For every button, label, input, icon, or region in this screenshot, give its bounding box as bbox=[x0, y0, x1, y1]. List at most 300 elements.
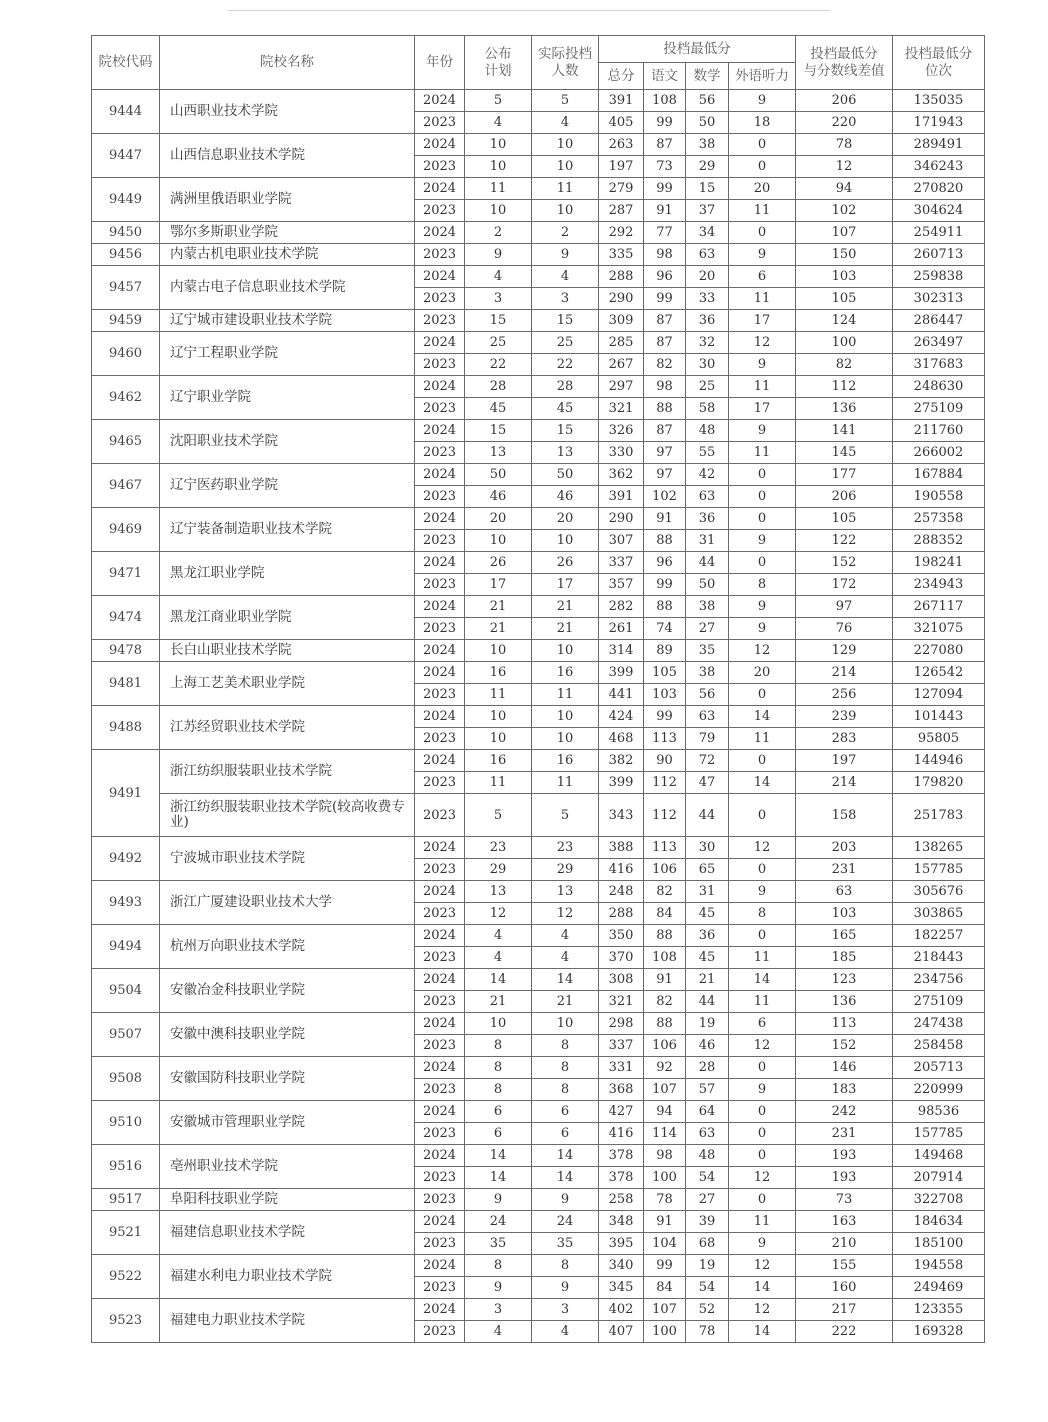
cell-listening-score: 9 bbox=[729, 596, 796, 618]
cell-published-plan: 21 bbox=[465, 991, 532, 1013]
cell-score-line-diff: 152 bbox=[796, 1035, 893, 1057]
cell-score-line-diff: 76 bbox=[796, 618, 893, 640]
cell-school-code: 9474 bbox=[92, 596, 160, 640]
cell-published-plan: 10 bbox=[465, 706, 532, 728]
cell-admitted-count: 21 bbox=[532, 596, 599, 618]
cell-chinese-score: 102 bbox=[644, 486, 686, 508]
table-row bbox=[92, 1101, 985, 1123]
cell-math-score: 19 bbox=[686, 1013, 729, 1035]
cell-school-name: 长白山职业技术学院 bbox=[160, 640, 415, 662]
cell-score-line-diff: 193 bbox=[796, 1167, 893, 1189]
cell-listening-score: 8 bbox=[729, 903, 796, 925]
cell-score-line-diff: 103 bbox=[796, 903, 893, 925]
cell-year: 2024 bbox=[415, 969, 465, 991]
cell-published-plan: 45 bbox=[465, 398, 532, 420]
cell-listening-score: 12 bbox=[729, 1035, 796, 1057]
cell-year: 2023 bbox=[415, 1321, 465, 1343]
cell-min-score-rank: 218443 bbox=[893, 947, 985, 969]
cell-math-score: 54 bbox=[686, 1167, 729, 1189]
cell-total-score: 298 bbox=[599, 1013, 644, 1035]
cell-min-score-rank: 171943 bbox=[893, 112, 985, 134]
cell-chinese-score: 88 bbox=[644, 530, 686, 552]
cell-published-plan: 8 bbox=[465, 1057, 532, 1079]
cell-math-score: 55 bbox=[686, 442, 729, 464]
cell-listening-score: 17 bbox=[729, 398, 796, 420]
cell-total-score: 308 bbox=[599, 969, 644, 991]
cell-score-line-diff: 123 bbox=[796, 969, 893, 991]
cell-admitted-count: 11 bbox=[532, 178, 599, 200]
table-row bbox=[92, 925, 985, 947]
cell-year: 2023 bbox=[415, 772, 465, 794]
cell-chinese-score: 91 bbox=[644, 969, 686, 991]
cell-listening-score: 17 bbox=[729, 310, 796, 332]
header-score-line-diff: 投档最低分 与分数线差值 bbox=[796, 36, 893, 90]
cell-published-plan: 8 bbox=[465, 1035, 532, 1057]
cell-listening-score: 0 bbox=[729, 486, 796, 508]
cell-chinese-score: 97 bbox=[644, 464, 686, 486]
cell-year: 2024 bbox=[415, 706, 465, 728]
cell-score-line-diff: 103 bbox=[796, 266, 893, 288]
cell-year: 2023 bbox=[415, 991, 465, 1013]
cell-chinese-score: 106 bbox=[644, 1035, 686, 1057]
cell-admitted-count: 35 bbox=[532, 1233, 599, 1255]
cell-school-name: 辽宁装备制造职业技术学院 bbox=[160, 508, 415, 552]
cell-published-plan: 17 bbox=[465, 574, 532, 596]
cell-admitted-count: 15 bbox=[532, 310, 599, 332]
cell-math-score: 54 bbox=[686, 1277, 729, 1299]
cell-chinese-score: 99 bbox=[644, 112, 686, 134]
cell-chinese-score: 96 bbox=[644, 266, 686, 288]
cell-total-score: 350 bbox=[599, 925, 644, 947]
cell-chinese-score: 100 bbox=[644, 1167, 686, 1189]
cell-admitted-count: 4 bbox=[532, 947, 599, 969]
cell-admitted-count: 6 bbox=[532, 1101, 599, 1123]
cell-year: 2024 bbox=[415, 881, 465, 903]
cell-total-score: 357 bbox=[599, 574, 644, 596]
cell-min-score-rank: 227080 bbox=[893, 640, 985, 662]
cell-min-score-rank: 251783 bbox=[893, 794, 985, 837]
cell-listening-score: 9 bbox=[729, 1233, 796, 1255]
cell-chinese-score: 105 bbox=[644, 662, 686, 684]
header-admitted-count: 实际投档 人数 bbox=[532, 36, 599, 90]
cell-published-plan: 3 bbox=[465, 288, 532, 310]
cell-score-line-diff: 107 bbox=[796, 222, 893, 244]
cell-total-score: 330 bbox=[599, 442, 644, 464]
cell-min-score-rank: 127094 bbox=[893, 684, 985, 706]
cell-published-plan: 6 bbox=[465, 1123, 532, 1145]
table-row bbox=[92, 244, 985, 266]
cell-listening-score: 9 bbox=[729, 881, 796, 903]
cell-min-score-rank: 98536 bbox=[893, 1101, 985, 1123]
cell-total-score: 248 bbox=[599, 881, 644, 903]
cell-chinese-score: 88 bbox=[644, 925, 686, 947]
cell-min-score-rank: 304624 bbox=[893, 200, 985, 222]
cell-year: 2023 bbox=[415, 794, 465, 837]
cell-min-score-rank: 322708 bbox=[893, 1189, 985, 1211]
cell-total-score: 416 bbox=[599, 1123, 644, 1145]
cell-chinese-score: 91 bbox=[644, 508, 686, 530]
cell-score-line-diff: 239 bbox=[796, 706, 893, 728]
cell-total-score: 337 bbox=[599, 1035, 644, 1057]
cell-min-score-rank: 157785 bbox=[893, 859, 985, 881]
cell-math-score: 45 bbox=[686, 947, 729, 969]
table-row bbox=[92, 552, 985, 574]
cell-score-line-diff: 214 bbox=[796, 772, 893, 794]
cell-admitted-count: 25 bbox=[532, 332, 599, 354]
cell-chinese-score: 99 bbox=[644, 574, 686, 596]
admission-score-table bbox=[91, 35, 985, 1343]
cell-min-score-rank: 95805 bbox=[893, 728, 985, 750]
cell-total-score: 309 bbox=[599, 310, 644, 332]
cell-score-line-diff: 217 bbox=[796, 1299, 893, 1321]
cell-math-score: 33 bbox=[686, 288, 729, 310]
cell-total-score: 321 bbox=[599, 991, 644, 1013]
cell-score-line-diff: 100 bbox=[796, 332, 893, 354]
cell-listening-score: 14 bbox=[729, 1321, 796, 1343]
header-total-score: 总分 bbox=[599, 63, 644, 90]
cell-total-score: 290 bbox=[599, 288, 644, 310]
cell-published-plan: 20 bbox=[465, 508, 532, 530]
cell-school-code: 9522 bbox=[92, 1255, 160, 1299]
cell-published-plan: 5 bbox=[465, 794, 532, 837]
cell-min-score-rank: 205713 bbox=[893, 1057, 985, 1079]
cell-listening-score: 12 bbox=[729, 640, 796, 662]
cell-listening-score: 11 bbox=[729, 1211, 796, 1233]
cell-admitted-count: 6 bbox=[532, 1123, 599, 1145]
cell-admitted-count: 10 bbox=[532, 728, 599, 750]
cell-score-line-diff: 256 bbox=[796, 684, 893, 706]
cell-listening-score: 0 bbox=[729, 1145, 796, 1167]
cell-math-score: 50 bbox=[686, 112, 729, 134]
cell-school-code: 9444 bbox=[92, 90, 160, 134]
cell-year: 2024 bbox=[415, 837, 465, 859]
cell-admitted-count: 10 bbox=[532, 530, 599, 552]
cell-math-score: 21 bbox=[686, 969, 729, 991]
cell-min-score-rank: 185100 bbox=[893, 1233, 985, 1255]
cell-chinese-score: 87 bbox=[644, 134, 686, 156]
header-math-score: 数学 bbox=[686, 63, 729, 90]
cell-min-score-rank: 123355 bbox=[893, 1299, 985, 1321]
table-body bbox=[92, 90, 985, 1343]
cell-min-score-rank: 138265 bbox=[893, 837, 985, 859]
cell-chinese-score: 90 bbox=[644, 750, 686, 772]
cell-listening-score: 0 bbox=[729, 134, 796, 156]
cell-min-score-rank: 288352 bbox=[893, 530, 985, 552]
cell-total-score: 263 bbox=[599, 134, 644, 156]
cell-chinese-score: 108 bbox=[644, 947, 686, 969]
cell-total-score: 391 bbox=[599, 90, 644, 112]
cell-school-code: 9457 bbox=[92, 266, 160, 310]
cell-year: 2023 bbox=[415, 684, 465, 706]
cell-published-plan: 15 bbox=[465, 420, 532, 442]
table-row bbox=[92, 881, 985, 903]
cell-listening-score: 0 bbox=[729, 684, 796, 706]
cell-year: 2024 bbox=[415, 1101, 465, 1123]
cell-school-code: 9517 bbox=[92, 1189, 160, 1211]
cell-school-name: 内蒙古机电职业技术学院 bbox=[160, 244, 415, 266]
cell-score-line-diff: 220 bbox=[796, 112, 893, 134]
cell-admitted-count: 9 bbox=[532, 244, 599, 266]
cell-math-score: 15 bbox=[686, 178, 729, 200]
cell-total-score: 290 bbox=[599, 508, 644, 530]
cell-math-score: 63 bbox=[686, 706, 729, 728]
cell-min-score-rank: 194558 bbox=[893, 1255, 985, 1277]
cell-year: 2024 bbox=[415, 508, 465, 530]
cell-admitted-count: 13 bbox=[532, 881, 599, 903]
cell-score-line-diff: 183 bbox=[796, 1079, 893, 1101]
cell-min-score-rank: 302313 bbox=[893, 288, 985, 310]
cell-admitted-count: 16 bbox=[532, 750, 599, 772]
table-row bbox=[92, 222, 985, 244]
table-row bbox=[92, 706, 985, 728]
cell-listening-score: 20 bbox=[729, 178, 796, 200]
cell-min-score-rank: 234756 bbox=[893, 969, 985, 991]
cell-published-plan: 11 bbox=[465, 684, 532, 706]
cell-math-score: 25 bbox=[686, 376, 729, 398]
cell-total-score: 314 bbox=[599, 640, 644, 662]
table-row bbox=[92, 508, 985, 530]
cell-min-score-rank: 157785 bbox=[893, 1123, 985, 1145]
cell-school-code: 9491 bbox=[92, 750, 160, 837]
cell-published-plan: 11 bbox=[465, 178, 532, 200]
cell-score-line-diff: 150 bbox=[796, 244, 893, 266]
cell-year: 2023 bbox=[415, 1233, 465, 1255]
cell-min-score-rank: 179820 bbox=[893, 772, 985, 794]
cell-admitted-count: 14 bbox=[532, 969, 599, 991]
cell-total-score: 197 bbox=[599, 156, 644, 178]
cell-score-line-diff: 73 bbox=[796, 1189, 893, 1211]
cell-chinese-score: 98 bbox=[644, 1145, 686, 1167]
cell-score-line-diff: 63 bbox=[796, 881, 893, 903]
cell-chinese-score: 77 bbox=[644, 222, 686, 244]
cell-math-score: 63 bbox=[686, 244, 729, 266]
cell-total-score: 340 bbox=[599, 1255, 644, 1277]
cell-math-score: 56 bbox=[686, 90, 729, 112]
cell-total-score: 399 bbox=[599, 772, 644, 794]
cell-published-plan: 26 bbox=[465, 552, 532, 574]
cell-math-score: 64 bbox=[686, 1101, 729, 1123]
cell-published-plan: 25 bbox=[465, 332, 532, 354]
cell-year: 2024 bbox=[415, 1013, 465, 1035]
cell-chinese-score: 104 bbox=[644, 1233, 686, 1255]
cell-published-plan: 16 bbox=[465, 662, 532, 684]
cell-admitted-count: 23 bbox=[532, 837, 599, 859]
cell-published-plan: 13 bbox=[465, 881, 532, 903]
cell-published-plan: 8 bbox=[465, 1079, 532, 1101]
cell-min-score-rank: 249469 bbox=[893, 1277, 985, 1299]
cell-score-line-diff: 193 bbox=[796, 1145, 893, 1167]
table-row bbox=[92, 794, 985, 837]
cell-published-plan: 22 bbox=[465, 354, 532, 376]
cell-chinese-score: 100 bbox=[644, 1321, 686, 1343]
cell-listening-score: 12 bbox=[729, 837, 796, 859]
cell-math-score: 52 bbox=[686, 1299, 729, 1321]
cell-school-name: 满洲里俄语职业学院 bbox=[160, 178, 415, 222]
cell-admitted-count: 10 bbox=[532, 156, 599, 178]
cell-listening-score: 0 bbox=[729, 222, 796, 244]
table-row bbox=[92, 1189, 985, 1211]
cell-score-line-diff: 105 bbox=[796, 508, 893, 530]
cell-total-score: 279 bbox=[599, 178, 644, 200]
cell-score-line-diff: 78 bbox=[796, 134, 893, 156]
cell-min-score-rank: 321075 bbox=[893, 618, 985, 640]
cell-math-score: 29 bbox=[686, 156, 729, 178]
cell-admitted-count: 10 bbox=[532, 134, 599, 156]
cell-published-plan: 5 bbox=[465, 90, 532, 112]
cell-math-score: 36 bbox=[686, 310, 729, 332]
cell-admitted-count: 12 bbox=[532, 903, 599, 925]
cell-total-score: 378 bbox=[599, 1167, 644, 1189]
cell-admitted-count: 9 bbox=[532, 1277, 599, 1299]
cell-listening-score: 0 bbox=[729, 1123, 796, 1145]
cell-admitted-count: 3 bbox=[532, 288, 599, 310]
cell-math-score: 30 bbox=[686, 354, 729, 376]
cell-year: 2023 bbox=[415, 112, 465, 134]
cell-year: 2023 bbox=[415, 947, 465, 969]
cell-min-score-rank: 289491 bbox=[893, 134, 985, 156]
cell-chinese-score: 84 bbox=[644, 1277, 686, 1299]
cell-chinese-score: 82 bbox=[644, 354, 686, 376]
cell-chinese-score: 92 bbox=[644, 1057, 686, 1079]
cell-total-score: 382 bbox=[599, 750, 644, 772]
cell-chinese-score: 89 bbox=[644, 640, 686, 662]
cell-math-score: 38 bbox=[686, 662, 729, 684]
cell-school-code: 9469 bbox=[92, 508, 160, 552]
cell-chinese-score: 84 bbox=[644, 903, 686, 925]
table-row bbox=[92, 1211, 985, 1233]
cell-total-score: 288 bbox=[599, 266, 644, 288]
cell-math-score: 57 bbox=[686, 1079, 729, 1101]
cell-year: 2024 bbox=[415, 134, 465, 156]
cell-math-score: 28 bbox=[686, 1057, 729, 1079]
cell-total-score: 345 bbox=[599, 1277, 644, 1299]
cell-score-line-diff: 185 bbox=[796, 947, 893, 969]
table-row bbox=[92, 310, 985, 332]
cell-min-score-rank: 266002 bbox=[893, 442, 985, 464]
cell-total-score: 378 bbox=[599, 1145, 644, 1167]
cell-year: 2023 bbox=[415, 244, 465, 266]
cell-score-line-diff: 152 bbox=[796, 552, 893, 574]
cell-total-score: 258 bbox=[599, 1189, 644, 1211]
cell-year: 2024 bbox=[415, 750, 465, 772]
cell-math-score: 58 bbox=[686, 398, 729, 420]
cell-admitted-count: 10 bbox=[532, 200, 599, 222]
cell-year: 2024 bbox=[415, 1299, 465, 1321]
cell-listening-score: 14 bbox=[729, 969, 796, 991]
cell-score-line-diff: 145 bbox=[796, 442, 893, 464]
cell-year: 2024 bbox=[415, 1255, 465, 1277]
cell-school-code: 9471 bbox=[92, 552, 160, 596]
cell-min-score-rank: 275109 bbox=[893, 398, 985, 420]
cell-math-score: 35 bbox=[686, 640, 729, 662]
cell-chinese-score: 97 bbox=[644, 442, 686, 464]
cell-school-code: 9488 bbox=[92, 706, 160, 750]
cell-admitted-count: 5 bbox=[532, 794, 599, 837]
cell-published-plan: 10 bbox=[465, 530, 532, 552]
table-row bbox=[92, 420, 985, 442]
table-row bbox=[92, 596, 985, 618]
cell-listening-score: 20 bbox=[729, 662, 796, 684]
cell-chinese-score: 99 bbox=[644, 178, 686, 200]
cell-chinese-score: 99 bbox=[644, 288, 686, 310]
cell-school-code: 9507 bbox=[92, 1013, 160, 1057]
cell-total-score: 441 bbox=[599, 684, 644, 706]
cell-year: 2023 bbox=[415, 288, 465, 310]
cell-total-score: 399 bbox=[599, 662, 644, 684]
cell-admitted-count: 8 bbox=[532, 1079, 599, 1101]
cell-year: 2024 bbox=[415, 1145, 465, 1167]
table-row bbox=[92, 178, 985, 200]
cell-math-score: 63 bbox=[686, 486, 729, 508]
cell-chinese-score: 91 bbox=[644, 1211, 686, 1233]
table-row bbox=[92, 134, 985, 156]
cell-chinese-score: 103 bbox=[644, 684, 686, 706]
cell-chinese-score: 114 bbox=[644, 1123, 686, 1145]
cell-listening-score: 11 bbox=[729, 442, 796, 464]
cell-year: 2023 bbox=[415, 1277, 465, 1299]
cell-chinese-score: 82 bbox=[644, 991, 686, 1013]
cell-school-code: 9462 bbox=[92, 376, 160, 420]
cell-year: 2023 bbox=[415, 442, 465, 464]
cell-chinese-score: 87 bbox=[644, 420, 686, 442]
cell-admitted-count: 4 bbox=[532, 266, 599, 288]
cell-school-name: 辽宁医药职业学院 bbox=[160, 464, 415, 508]
cell-school-code: 9478 bbox=[92, 640, 160, 662]
cell-min-score-rank: 248630 bbox=[893, 376, 985, 398]
cell-published-plan: 21 bbox=[465, 618, 532, 640]
cell-math-score: 27 bbox=[686, 1189, 729, 1211]
cell-total-score: 370 bbox=[599, 947, 644, 969]
cell-total-score: 388 bbox=[599, 837, 644, 859]
cell-published-plan: 24 bbox=[465, 1211, 532, 1233]
cell-admitted-count: 8 bbox=[532, 1035, 599, 1057]
cell-min-score-rank: 234943 bbox=[893, 574, 985, 596]
cell-score-line-diff: 112 bbox=[796, 376, 893, 398]
cell-listening-score: 0 bbox=[729, 156, 796, 178]
cell-published-plan: 10 bbox=[465, 728, 532, 750]
cell-listening-score: 11 bbox=[729, 200, 796, 222]
cell-published-plan: 9 bbox=[465, 1277, 532, 1299]
cell-score-line-diff: 102 bbox=[796, 200, 893, 222]
cell-year: 2024 bbox=[415, 376, 465, 398]
cell-school-name: 浙江广厦建设职业技术大学 bbox=[160, 881, 415, 925]
cell-score-line-diff: 177 bbox=[796, 464, 893, 486]
cell-score-line-diff: 97 bbox=[796, 596, 893, 618]
cell-admitted-count: 16 bbox=[532, 662, 599, 684]
table-row bbox=[92, 90, 985, 112]
cell-school-code: 9494 bbox=[92, 925, 160, 969]
cell-chinese-score: 73 bbox=[644, 156, 686, 178]
cell-listening-score: 0 bbox=[729, 925, 796, 947]
cell-total-score: 395 bbox=[599, 1233, 644, 1255]
cell-school-name: 辽宁工程职业学院 bbox=[160, 332, 415, 376]
cell-min-score-rank: 144946 bbox=[893, 750, 985, 772]
cell-score-line-diff: 12 bbox=[796, 156, 893, 178]
cell-year: 2024 bbox=[415, 266, 465, 288]
cell-published-plan: 10 bbox=[465, 1013, 532, 1035]
cell-min-score-rank: 184634 bbox=[893, 1211, 985, 1233]
cell-published-plan: 16 bbox=[465, 750, 532, 772]
cell-published-plan: 15 bbox=[465, 310, 532, 332]
cell-min-score-rank: 220999 bbox=[893, 1079, 985, 1101]
cell-chinese-score: 87 bbox=[644, 332, 686, 354]
cell-published-plan: 50 bbox=[465, 464, 532, 486]
cell-school-code: 9450 bbox=[92, 222, 160, 244]
cell-total-score: 405 bbox=[599, 112, 644, 134]
cell-school-name: 山西信息职业技术学院 bbox=[160, 134, 415, 178]
cell-chinese-score: 88 bbox=[644, 1013, 686, 1035]
cell-school-code: 9447 bbox=[92, 134, 160, 178]
